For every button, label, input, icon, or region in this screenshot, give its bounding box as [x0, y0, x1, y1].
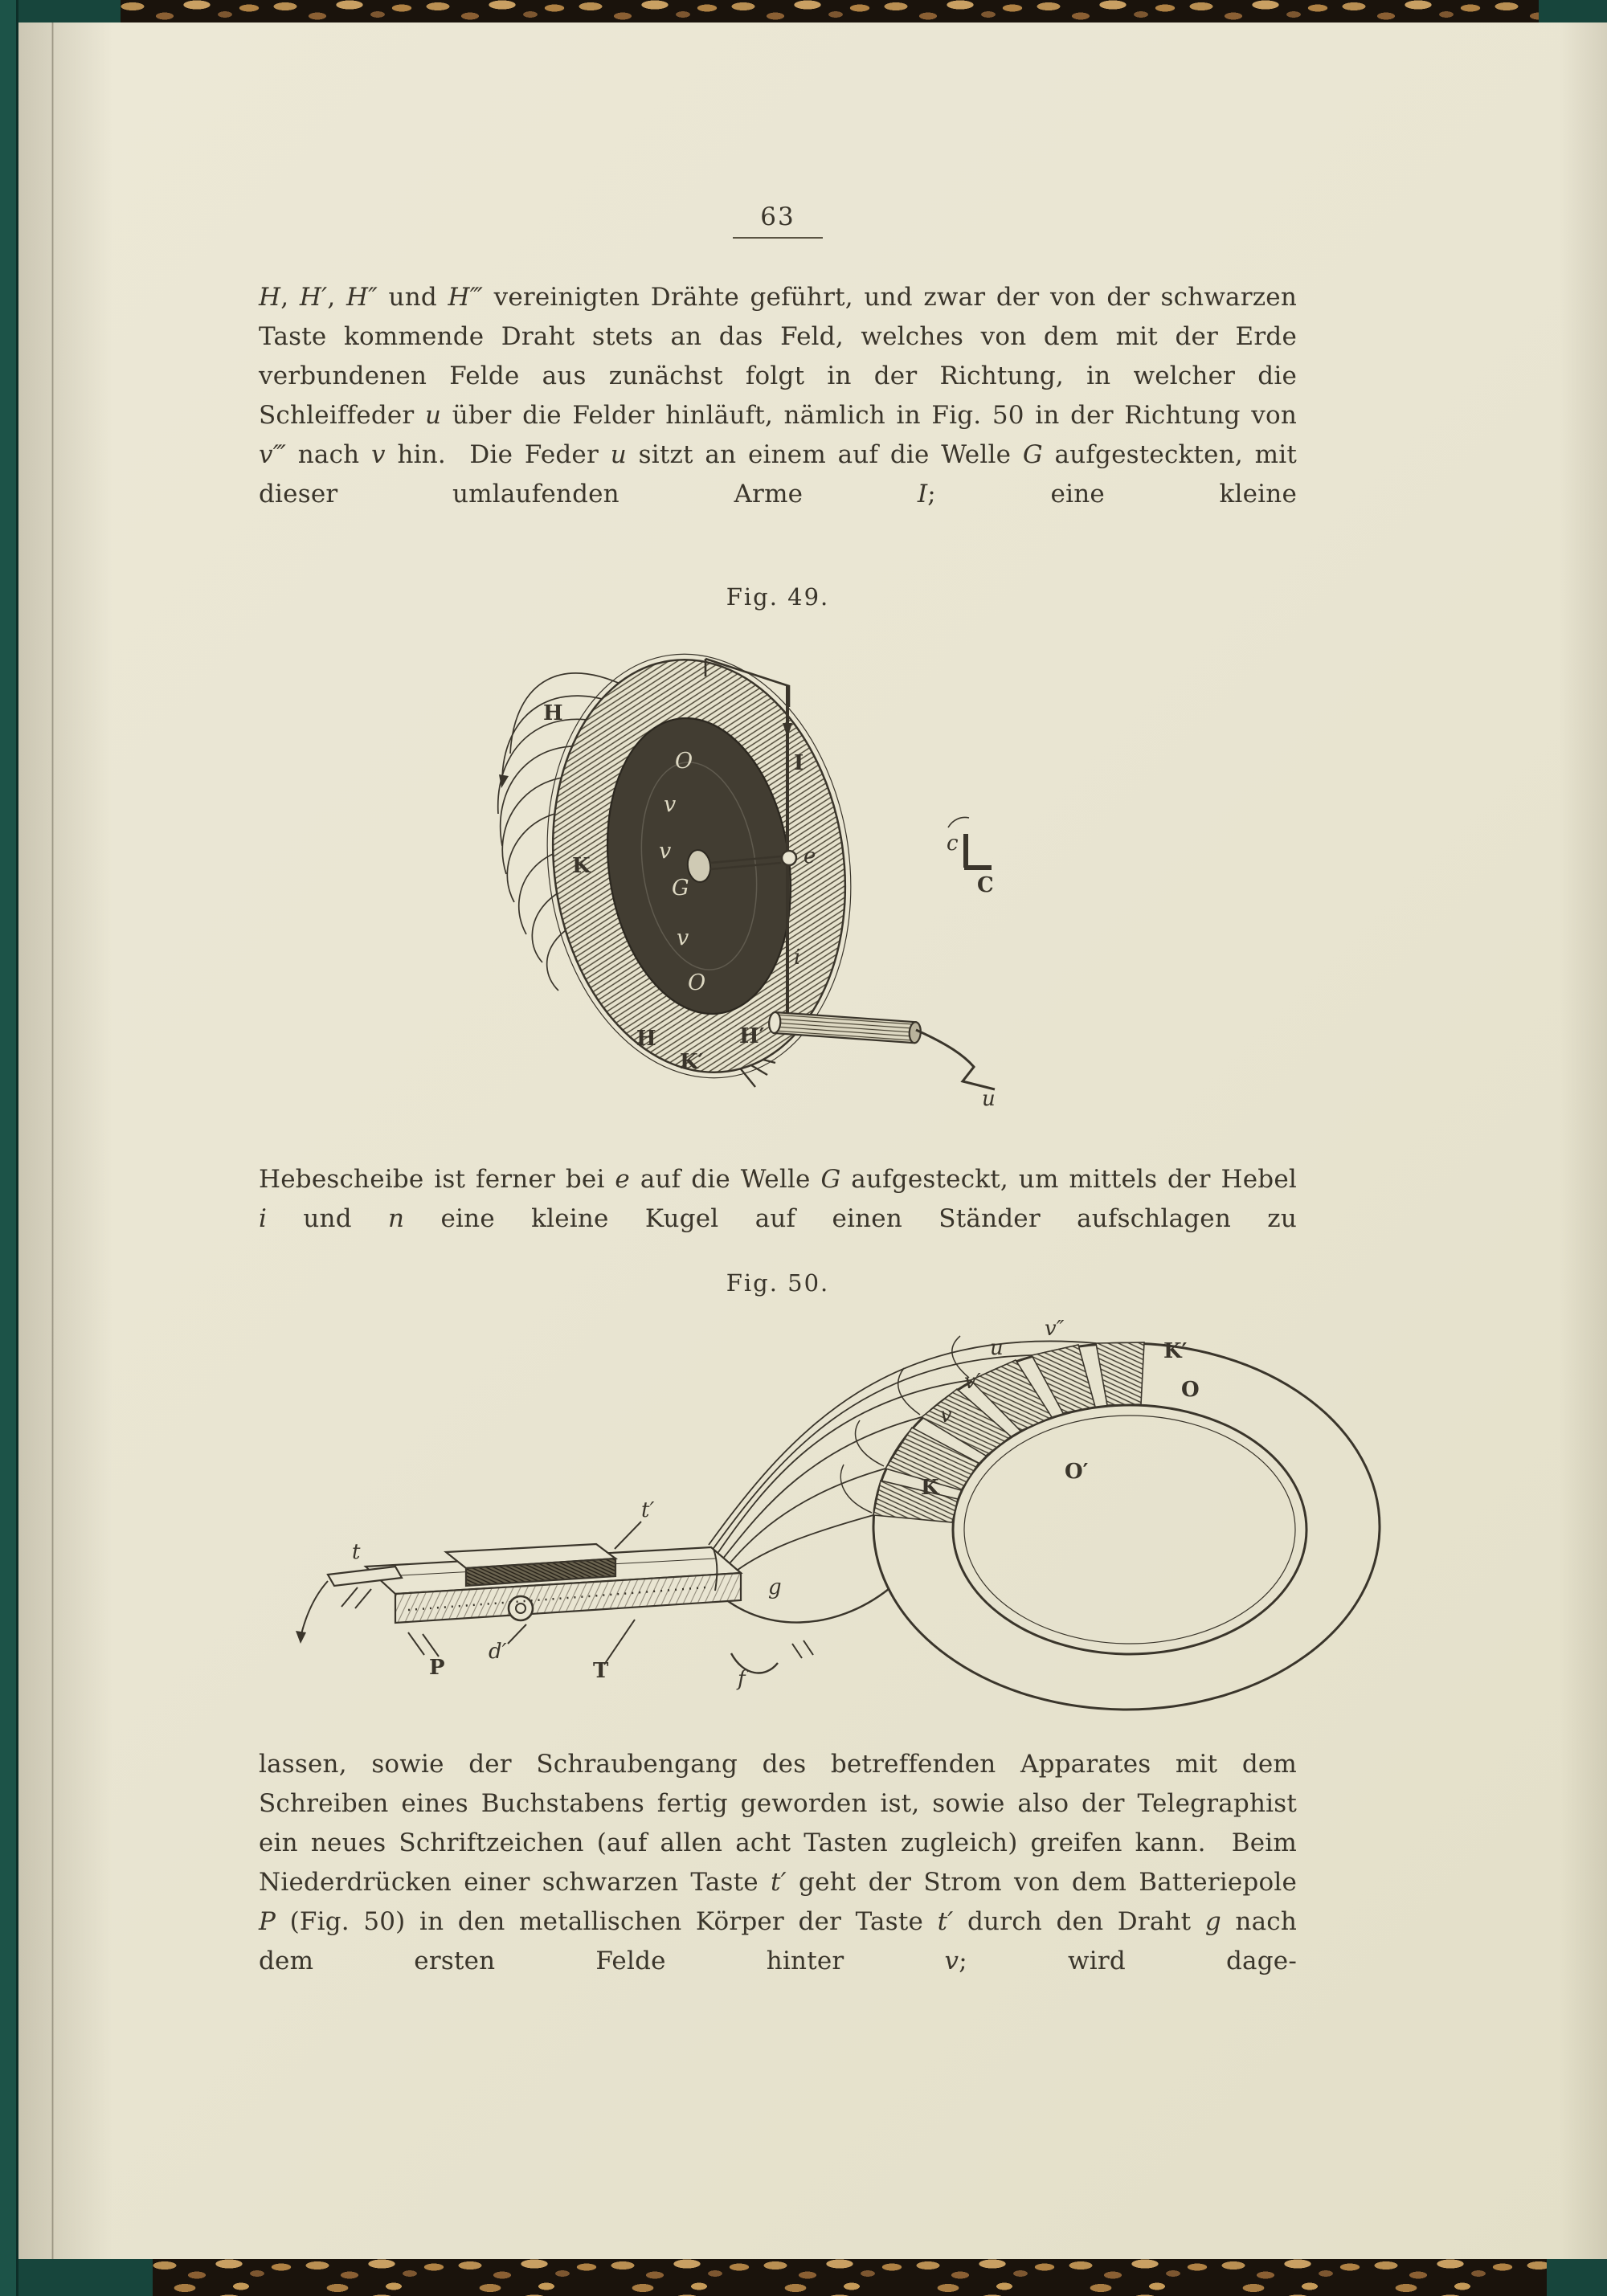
- fig50-label-P: P: [429, 1656, 445, 1680]
- fig49-label-v-1: v: [664, 792, 677, 817]
- fig50-label-v: v: [940, 1403, 952, 1428]
- fig50-label-u: u: [990, 1336, 1004, 1360]
- fig50-label-g: g: [768, 1575, 782, 1599]
- fig49-label-v-2: v: [659, 839, 672, 864]
- marbled-endpaper-top: [121, 0, 1539, 22]
- fig50-label-K-prime: K′: [1163, 1339, 1188, 1363]
- figure-50-caption: Fig. 50.: [726, 1269, 830, 1297]
- binding-edge-top: [0, 0, 1607, 22]
- fig50-arrow-ticks-right: [792, 1640, 813, 1658]
- paragraph-2: Hebescheibe ist ferner bei e auf die Welle G aufgesteckt, um mittels der Hebel i und n eine kleine Kugel auf einen Ständer aufschlagen zu: [259, 1165, 1297, 1233]
- fig50-label-v-dblprime: v″: [1045, 1317, 1065, 1341]
- fig49-lever-crank: [916, 1030, 995, 1089]
- fig50-label-K: K: [921, 1476, 939, 1500]
- paragraph-1: H, H′, H″ und H‴ vereinigten Drähte geführt, und zwar der von der schwarzen Taste kommende Draht stets an das Feld, welches von dem mit der Erde verbundenen Felde aus zunächst folgt in der Richtung, in welcher die Schleiffeder u über die Felder hinläuft, nämlich in Fig. 50 in der Richtung von v‴ nach v hin. Die Feder u sitzt an einem auf die Welle G aufgesteckten, mit dieser umlaufenden Arme I; eine kleine: [259, 283, 1298, 509]
- fig49-label-v-3: v: [677, 925, 689, 950]
- fig49-label-e: e: [804, 844, 816, 868]
- page-gutter-fold: [51, 22, 54, 2259]
- figure-49-caption: Fig. 49.: [726, 583, 830, 611]
- fig50-label-O-prime: O′: [1065, 1460, 1089, 1484]
- marbled-endpaper-bottom: [153, 2259, 1547, 2296]
- fig49-label-I: I: [794, 751, 804, 775]
- fig50-roller: [509, 1596, 533, 1620]
- fig50-label-t-prime: t′: [641, 1498, 655, 1522]
- fig50-field-segments: [873, 1342, 1144, 1522]
- fig49-label-i: i: [794, 946, 801, 970]
- figure-50-illustration: [281, 1308, 1398, 1742]
- fig50-label-f: f: [738, 1667, 746, 1691]
- fig49-label-O-bottom: O: [688, 970, 706, 995]
- fig49-label-H-bottom: H: [636, 1027, 656, 1051]
- book-cover-edge-left: [0, 0, 18, 2296]
- figure-49-illustration: [466, 617, 1077, 1143]
- fig49-label-c: c: [947, 831, 959, 856]
- fig49-label-u: u: [982, 1087, 996, 1111]
- fig49-label-H-top: H: [543, 701, 563, 725]
- fig50-leader-arrowhead: [296, 1631, 306, 1644]
- fig49-label-C: C: [977, 873, 994, 897]
- fig50-label-O: O: [1181, 1378, 1200, 1402]
- fig49-crank-pin: [782, 851, 796, 865]
- fig49-label-O-top: O: [675, 749, 693, 774]
- fig49-label-K: K: [572, 854, 591, 878]
- fig50-keyboard: [328, 1544, 741, 1623]
- binding-edge-bottom: [0, 2259, 1607, 2296]
- page-number: 63: [733, 202, 822, 239]
- fig50-label-v-prime: v′: [964, 1370, 981, 1394]
- fig50-label-t: t: [352, 1540, 361, 1564]
- fig49-label-G: G: [672, 876, 689, 901]
- fig49-label-K-prime: K′: [680, 1050, 704, 1074]
- page-number-row: [259, 202, 1297, 239]
- paragraph-3: lassen, sowie der Schraubengang des betreffenden Apparates mit dem Schreiben eines Buchstabens fertig geworden ist, sowie also der Telegraphist ein neues Schriftzeichen (auf allen acht Tasten zugleich) greifen kann. Beim Niederdrücken einer schwarzen Taste t′ geht der Strom von dem Batteriepole P (Fig. 50) in den metallischen Körper der Taste t′ durch den Draht g nach dem ersten Felde hinter v; wird dage-: [259, 1750, 1298, 1975]
- fig50-label-d-prime: d′: [489, 1640, 507, 1664]
- fig50-label-T: T: [593, 1659, 609, 1683]
- fig49-label-H-prime: H′: [739, 1024, 765, 1048]
